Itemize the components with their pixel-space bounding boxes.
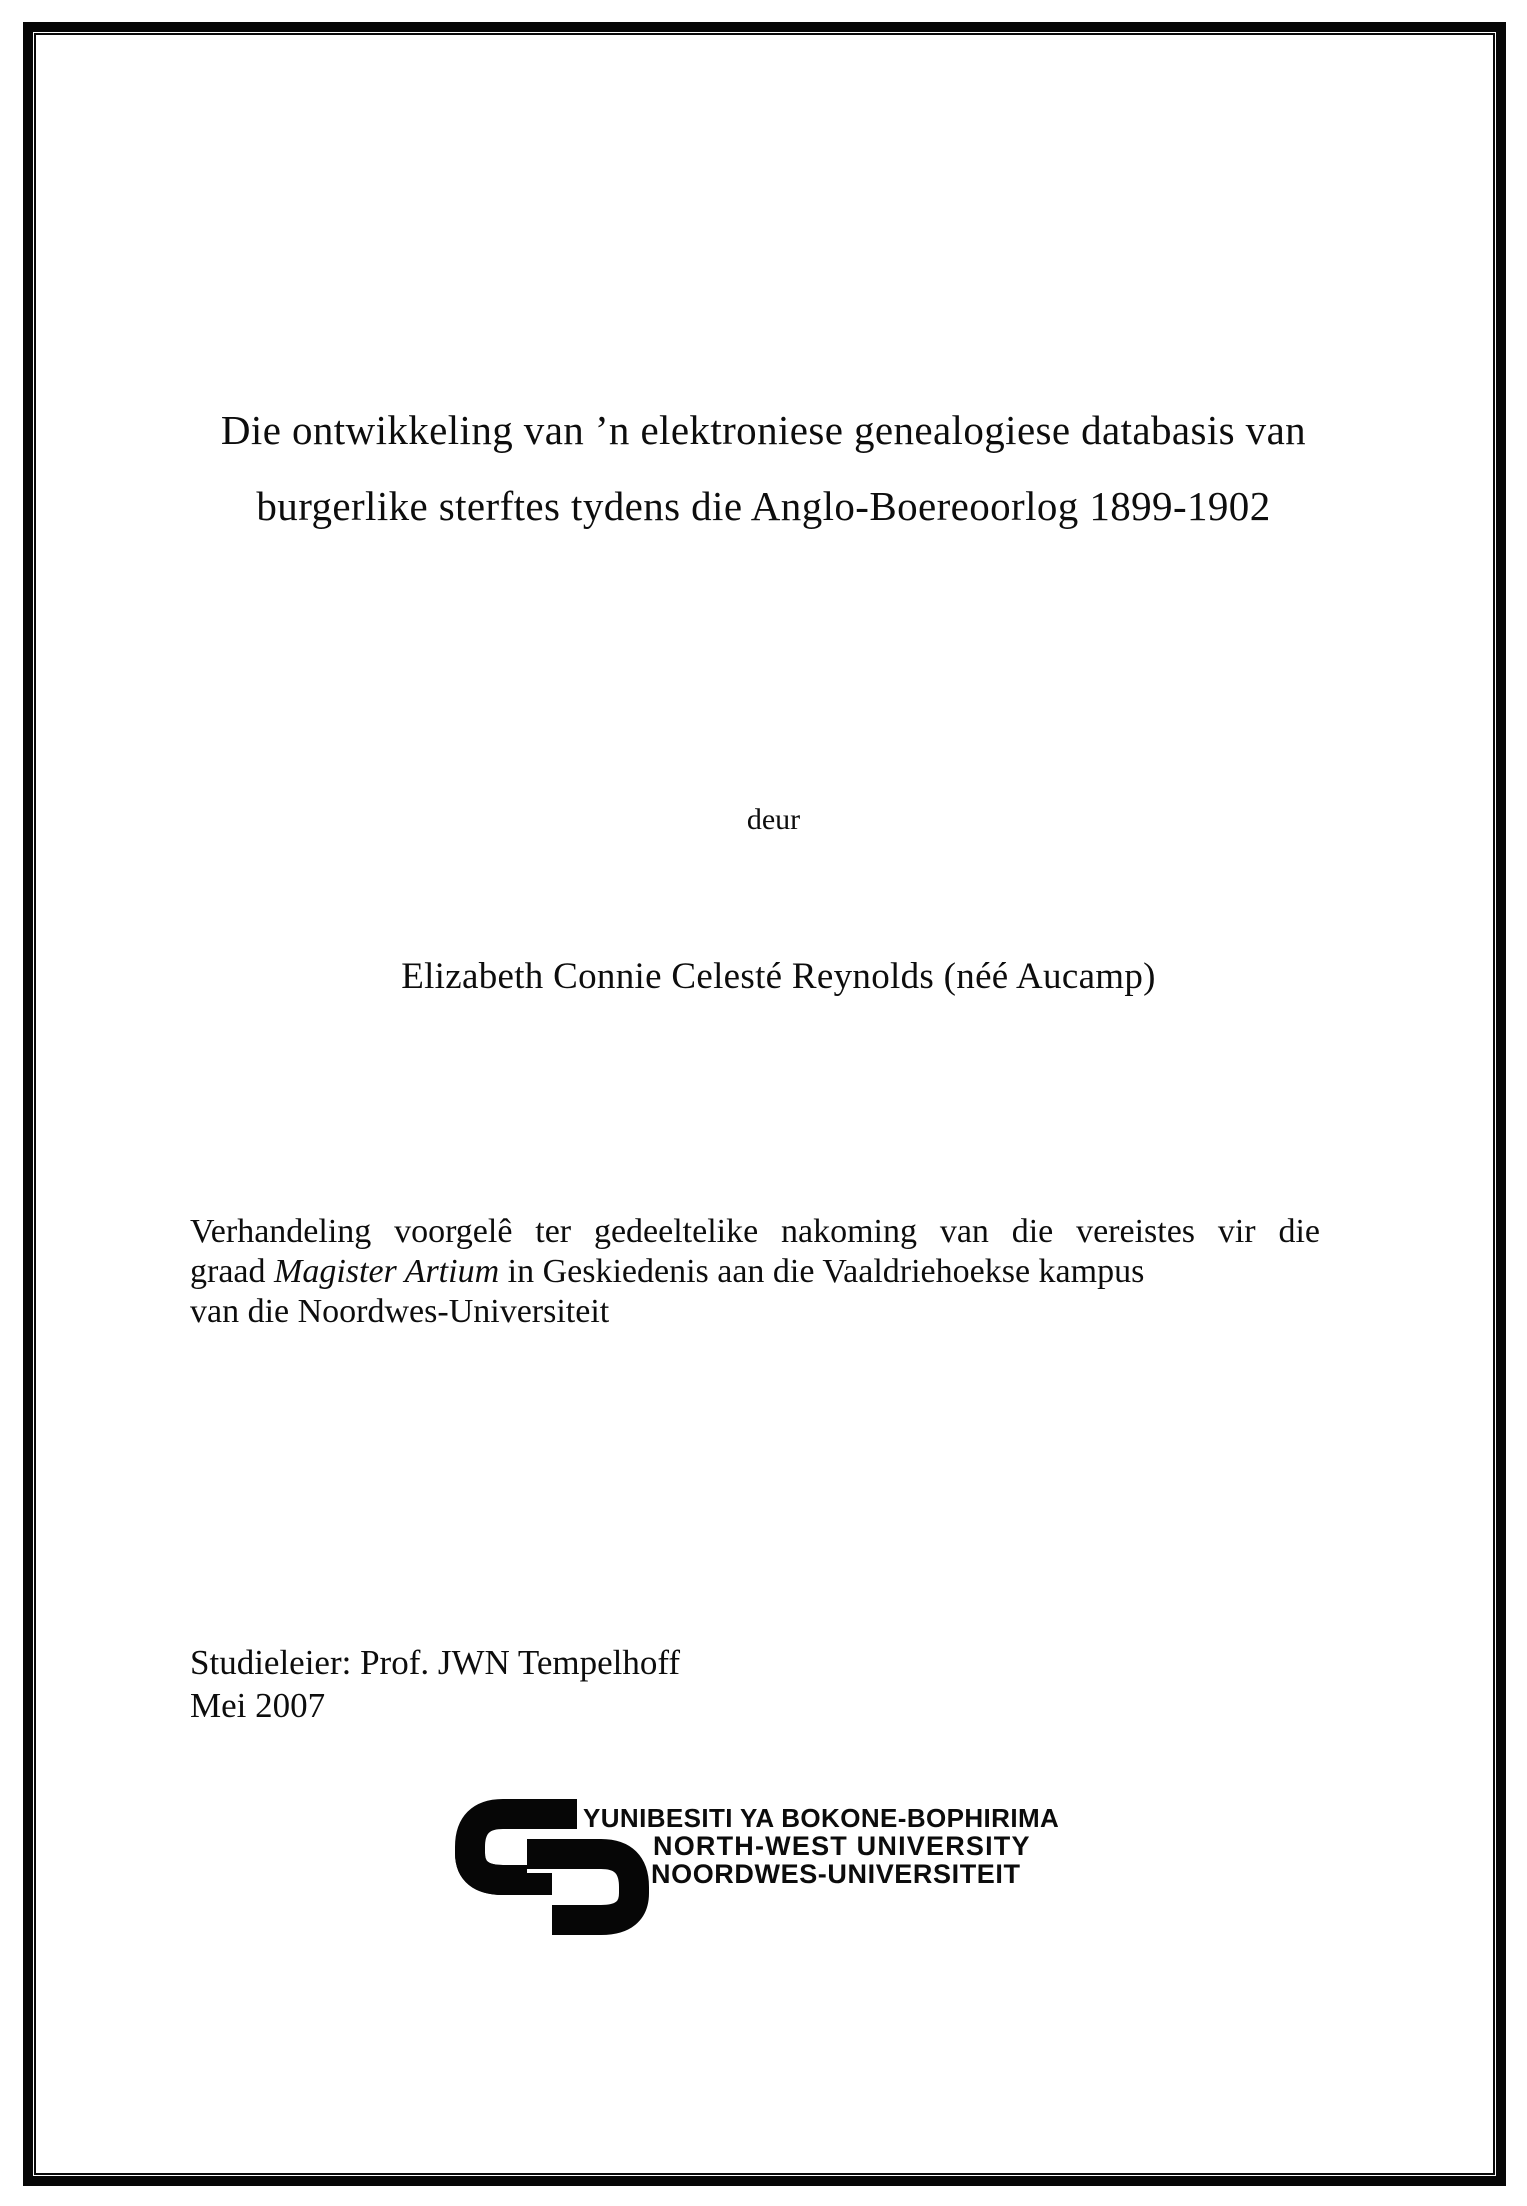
degree-statement-line2-suffix: in Geskiedenis aan die Vaaldriehoekse kampus [499, 1253, 1145, 1290]
thesis-title-line1: Die ontwikkeling van ’n elektroniese genealogiese databasis van [220, 407, 1307, 453]
degree-statement [190, 1212, 1320, 1332]
thesis-title-line2: burgerlike sterftes tydens die Anglo-Boereoorlog 1899-1902 [256, 483, 1271, 529]
degree-statement-line2 [190, 1252, 1320, 1292]
logo-text-afrikaans: NOORDWES-UNIVERSITEIT [651, 1859, 1021, 1889]
supervisor-line: Studieleier: Prof. JWN Tempelhoff [190, 1643, 681, 1682]
byline-deur: deur [746, 803, 801, 836]
thesis-title [60, 392, 1467, 544]
supervisor-block [190, 1641, 680, 1727]
degree-name-italic: Magister Artium [274, 1253, 500, 1290]
logo-text-english: NORTH-WEST UNIVERSITY [653, 1831, 1031, 1861]
university-logo [455, 1796, 1155, 1941]
degree-statement-line2-prefix: graad [190, 1253, 275, 1290]
degree-statement-line3: van die Noordwes-Universiteit [190, 1293, 610, 1330]
author-name: Elizabeth Connie Celesté Reynolds (néé Aucamp) [401, 956, 1156, 997]
date-line: Mei 2007 [190, 1686, 326, 1725]
logo-text-setswana: YUNIBESITI YA BOKONE-BOPHIRIMA [583, 1803, 1060, 1833]
degree-statement-line1: Verhandeling voorgelê ter gedeeltelike nakoming van die vereistes vir die [190, 1213, 1320, 1250]
